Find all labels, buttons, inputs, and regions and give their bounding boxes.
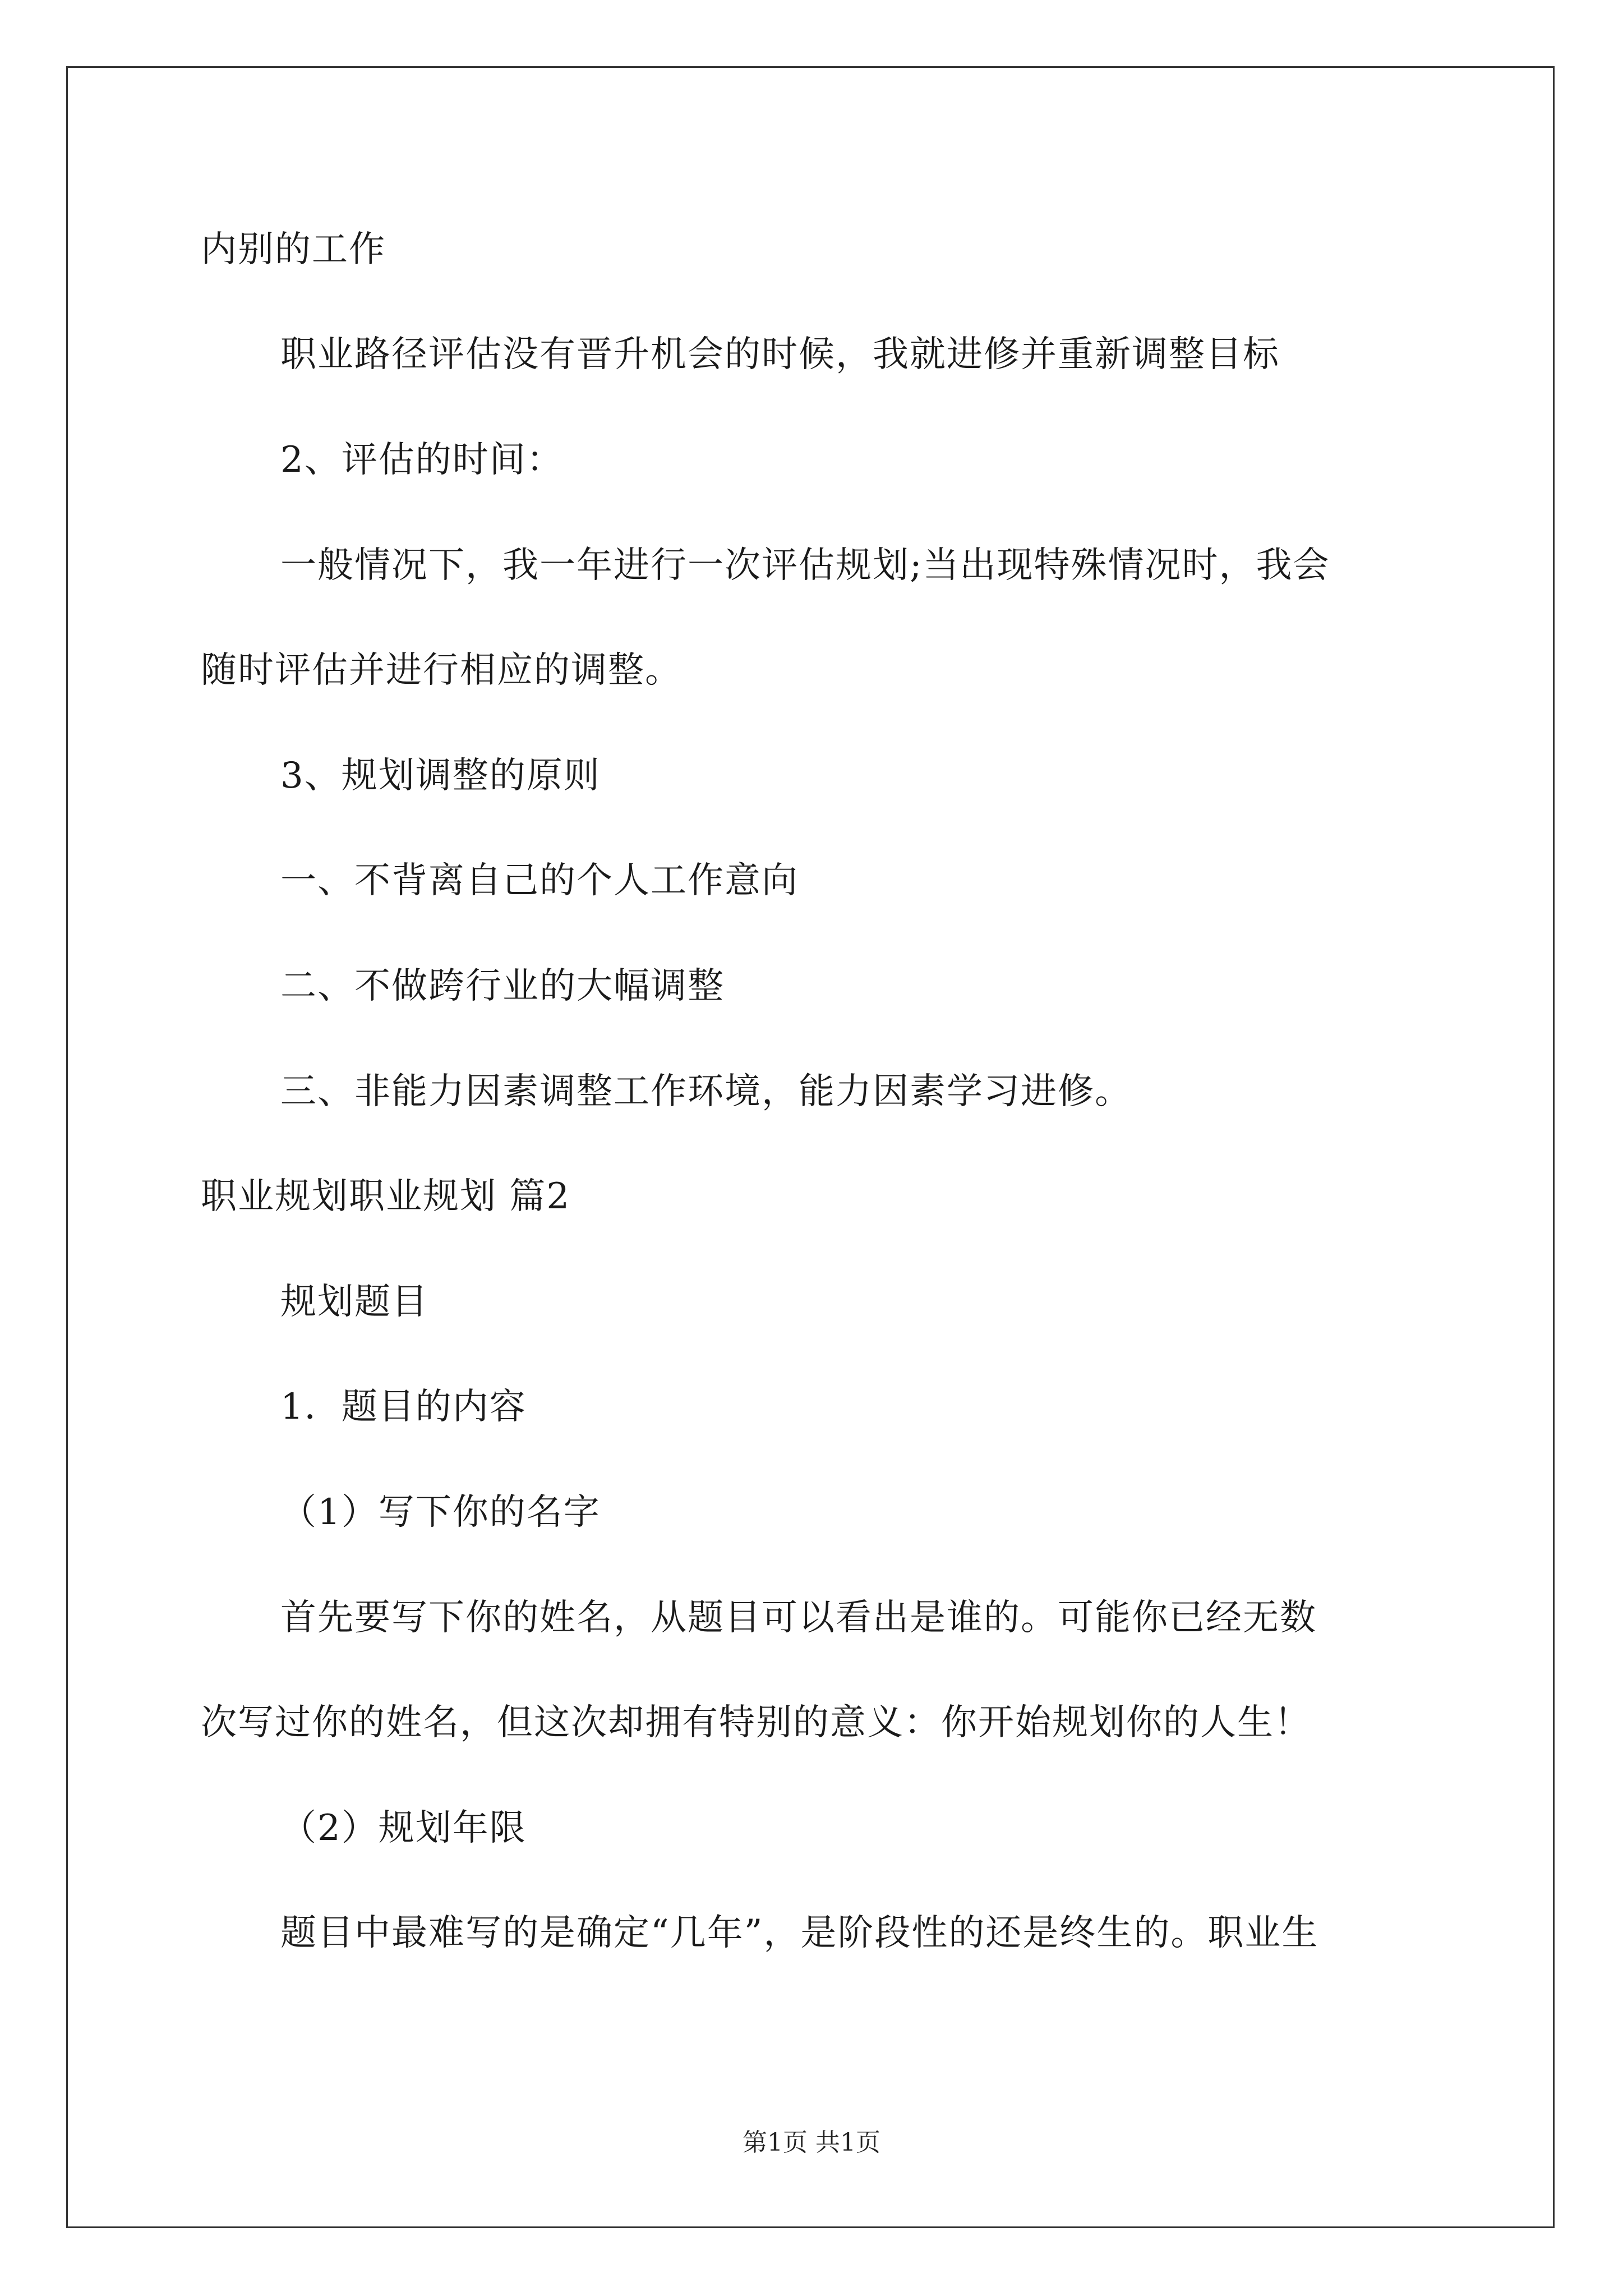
body-line: 职业路径评估没有晋升机会的时候，我就进修并重新调整目标 [280,334,1280,375]
body-line: 随时评估并进行相应的调整。 [201,650,682,691]
body-line: 题目中最难写的是确定“几年”，是阶段性的还是终生的。职业生 [280,1912,1319,1954]
list-item: 三、非能力因素调整工作环境，能力因素学习进修。 [280,1071,1132,1112]
subsection-heading: （2）规划年限 [280,1807,527,1849]
list-item: 二、不做跨行业的大幅调整 [280,965,725,1007]
page-number-footer: 第1页 共1页 [743,2128,880,2157]
body-line: 首先要写下你的姓名，从题目可以看出是谁的。可能你已经无数 [280,1597,1317,1639]
page-frame [66,66,1555,2228]
chapter-title: 职业规划职业规划 篇2 [201,1176,571,1217]
body-line: 内别的工作 [201,229,386,270]
subsection-heading: （1）写下你的名字 [280,1492,601,1533]
section-heading: 3、规划调整的原则 [280,755,601,797]
body-line: 一般情况下，我一年进行一次评估规划;当出现特殊情况时，我会 [280,545,1330,586]
section-heading: 规划题目 [280,1281,428,1323]
section-heading: 2、评估的时间： [280,439,564,481]
section-heading: 1．题目的内容 [280,1386,527,1428]
body-line: 次写过你的姓名，但这次却拥有特别的意义：你开始规划你的人生！ [201,1702,1311,1743]
list-item: 一、不背离自己的个人工作意向 [280,860,799,901]
